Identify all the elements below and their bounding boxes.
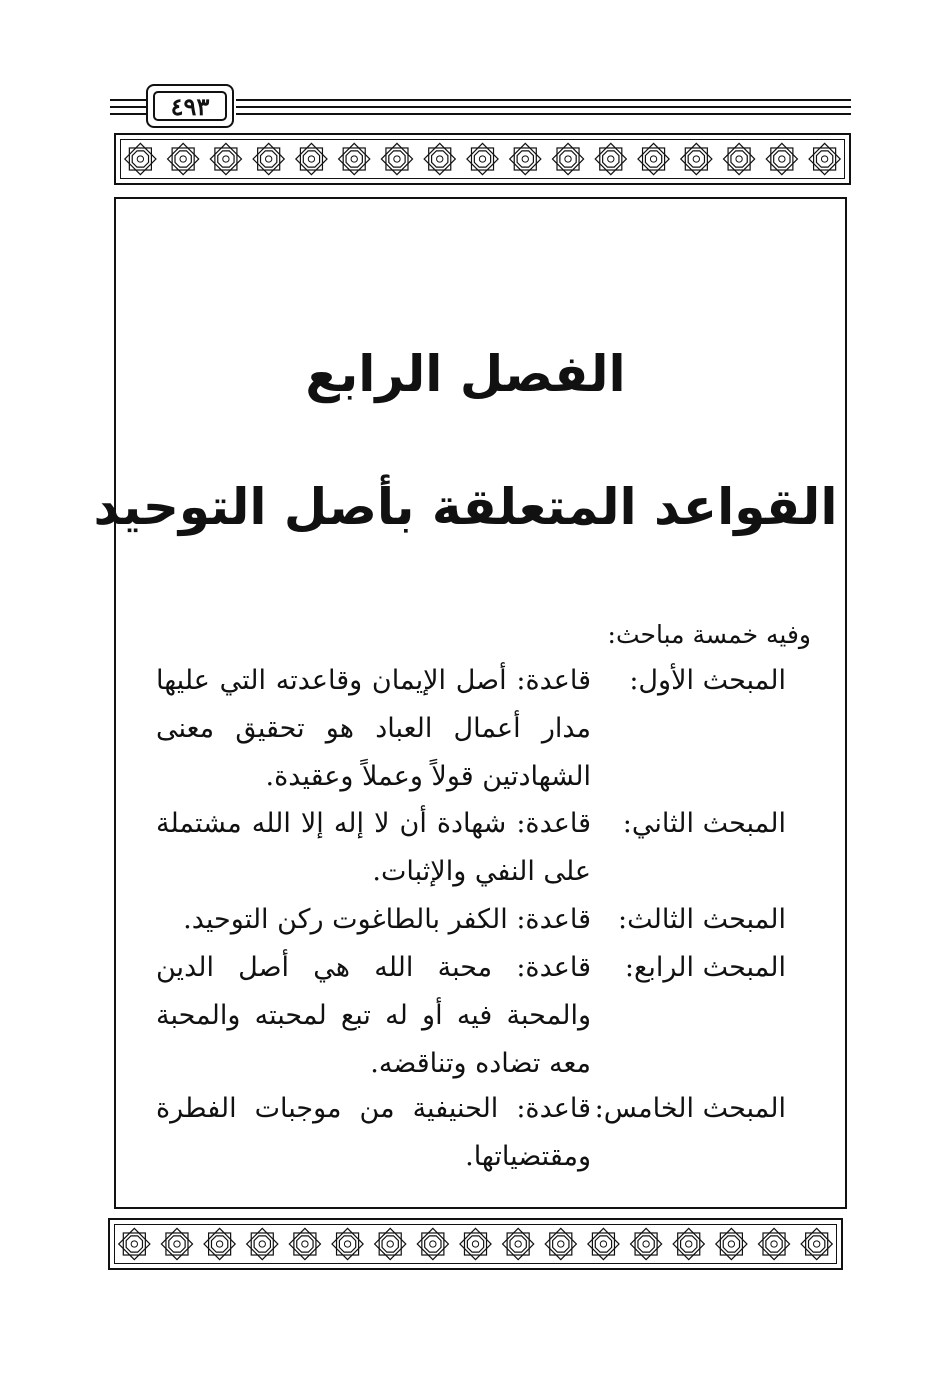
- ornament-motif: [332, 1228, 363, 1259]
- ornament-motif: [339, 143, 370, 174]
- ornament-motif: [630, 1228, 661, 1259]
- intro-text: وفيه خمسة مباحث:: [607, 620, 811, 649]
- page-number-frame: [146, 84, 234, 128]
- ornament-motif: [375, 1228, 406, 1259]
- section-item: [156, 944, 786, 1088]
- ornament-motif: [460, 1228, 491, 1259]
- section-item: [156, 657, 786, 801]
- ornament-motif: [510, 143, 541, 174]
- star-octagon-ornament-icon: [113, 1223, 838, 1265]
- ornament-motif: [210, 143, 241, 174]
- section-text: قاعدة: الكفر بالطاغوت ركن التوحيد.: [183, 904, 591, 935]
- section-item: [156, 1085, 786, 1181]
- ornament-motif: [289, 1228, 320, 1259]
- ornament-motif: [503, 1228, 534, 1259]
- ornament-motif: [168, 143, 199, 174]
- ornament-motif: [801, 1228, 832, 1259]
- ornament-motif: [588, 1228, 619, 1259]
- section-item: [156, 896, 786, 944]
- ornament-motif: [716, 1228, 747, 1259]
- ornament-motif: [552, 143, 583, 174]
- ornament-motif: [247, 1228, 278, 1259]
- ornament-motif: [417, 1228, 448, 1259]
- section-label: المبحث الثالث:: [618, 904, 786, 935]
- ornament-motif: [161, 1228, 192, 1259]
- ornament-motif: [253, 143, 284, 174]
- section-label: المبحث الأول:: [629, 665, 786, 696]
- ornament-motif: [545, 1228, 576, 1259]
- ornament-motif: [638, 143, 669, 174]
- ornament-motif: [296, 143, 327, 174]
- ornament-motif: [595, 143, 626, 174]
- chapter-subtitle: القواعد المتعلقة بأصل التوحيد: [93, 478, 838, 536]
- chapter-title: الفصل الرابع: [305, 345, 626, 403]
- section-text: قاعدة: محبة الله هي أصل الدين والمحبة فيه أو له تبع لمحبته والمحبة معه تضاده وتناقضه.: [156, 952, 591, 1079]
- page-number: ٤٩٣: [153, 91, 227, 121]
- section-text: قاعدة: الحنيفية من موجبات الفطرة ومقتضياتها.: [156, 1093, 591, 1172]
- ornament-motif: [758, 1228, 789, 1259]
- ornament-motif: [381, 143, 412, 174]
- top-ornament-band: [114, 133, 851, 185]
- section-item: [156, 800, 786, 896]
- ornament-motif: [681, 143, 712, 174]
- section-text: قاعدة: أصل الإيمان وقاعدته التي عليها مدار أعمال العباد هو تحقيق معنى الشهادتين قولاً وعملاً وعقيدة.: [156, 665, 591, 792]
- ornament-motif: [204, 1228, 235, 1259]
- ornament-motif: [119, 1228, 150, 1259]
- ornament-motif: [125, 143, 156, 174]
- section-text: قاعدة: شهادة أن لا إله إلا الله مشتملة على النفي والإثبات.: [156, 808, 591, 887]
- star-octagon-ornament-icon: [119, 138, 846, 180]
- ornament-motif: [424, 143, 455, 174]
- ornament-motif: [809, 143, 840, 174]
- section-label: المبحث الرابع:: [624, 952, 786, 983]
- ornament-motif: [723, 143, 754, 174]
- section-label: المبحث الثاني:: [622, 808, 786, 839]
- header-rule-right: [236, 98, 851, 118]
- bottom-ornament-band: [108, 1218, 843, 1270]
- header-rule-left: [110, 98, 148, 118]
- ornament-motif: [673, 1228, 704, 1259]
- ornament-motif: [467, 143, 498, 174]
- ornament-motif: [766, 143, 797, 174]
- section-label: المبحث الخامس:: [594, 1093, 786, 1124]
